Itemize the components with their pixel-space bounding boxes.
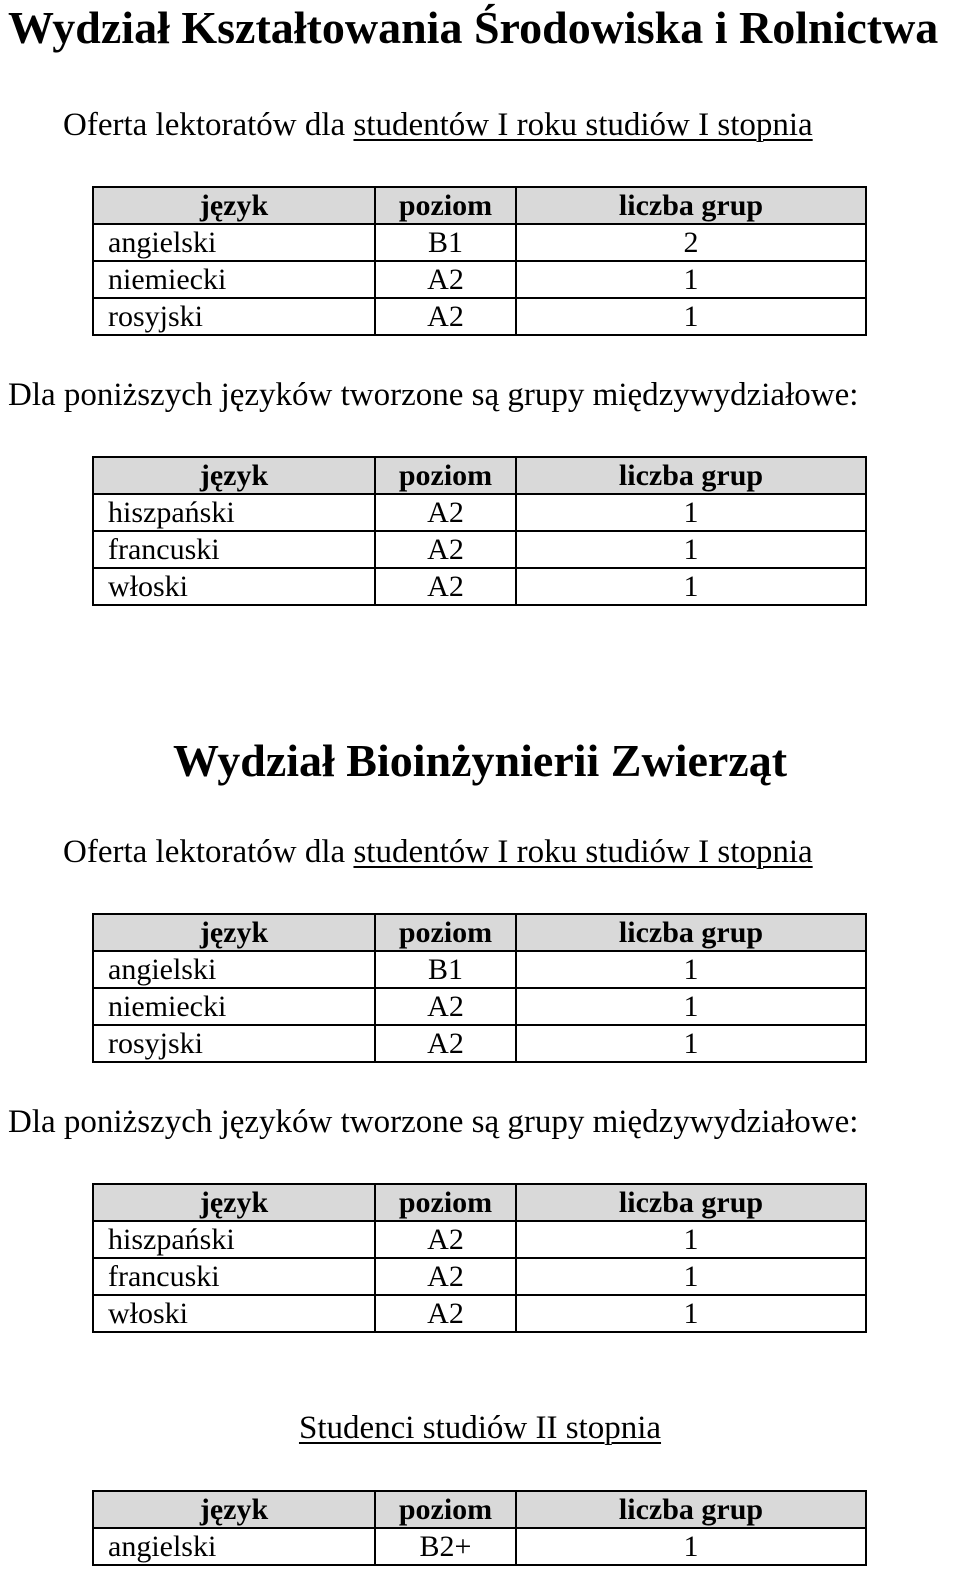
interfaculty-note: Dla poniższych języków tworzone są grupy międzywydziałowe: bbox=[8, 377, 859, 413]
offer-underlined: studentów I roku studiów I stopnia bbox=[353, 107, 813, 143]
second-degree-table bbox=[92, 1490, 867, 1566]
second-degree-heading bbox=[0, 1408, 960, 1448]
cell-language: francuski bbox=[93, 1258, 375, 1295]
cell-language: włoski bbox=[93, 568, 375, 605]
offer-underlined: studentów I roku studiów I stopnia bbox=[353, 834, 813, 870]
offer-line bbox=[63, 105, 813, 145]
cell-groups: 1 bbox=[516, 1295, 866, 1332]
table-row bbox=[93, 951, 866, 988]
cell-groups: 1 bbox=[516, 568, 866, 605]
table-row bbox=[93, 1295, 866, 1332]
cell-groups: 1 bbox=[516, 494, 866, 531]
cell-level: A2 bbox=[375, 1295, 516, 1332]
table-row bbox=[93, 568, 866, 605]
interfaculty-table bbox=[92, 456, 867, 606]
header-groups: liczba grup bbox=[516, 1184, 866, 1221]
header-level: poziom bbox=[375, 187, 516, 224]
language-table bbox=[92, 186, 867, 336]
table-row bbox=[93, 1528, 866, 1565]
table-row bbox=[93, 494, 866, 531]
header-level: poziom bbox=[375, 457, 516, 494]
cell-level: A2 bbox=[375, 568, 516, 605]
table-header-row bbox=[93, 1491, 866, 1528]
table-row bbox=[93, 1025, 866, 1062]
table-row bbox=[93, 261, 866, 298]
table-header-row bbox=[93, 187, 866, 224]
cell-level: B2+ bbox=[375, 1528, 516, 1565]
table-row bbox=[93, 1221, 866, 1258]
offer-line bbox=[63, 832, 813, 872]
cell-level: A2 bbox=[375, 1025, 516, 1062]
cell-groups: 1 bbox=[516, 988, 866, 1025]
header-language: język bbox=[93, 914, 375, 951]
offer-prefix: Oferta lektoratów dla bbox=[63, 834, 354, 870]
header-language: język bbox=[93, 457, 375, 494]
interfaculty-table bbox=[92, 1183, 867, 1333]
cell-groups: 1 bbox=[516, 1528, 866, 1565]
table-header-row bbox=[93, 1184, 866, 1221]
cell-level: A2 bbox=[375, 261, 516, 298]
cell-groups: 1 bbox=[516, 951, 866, 988]
table-row bbox=[93, 298, 866, 335]
cell-groups: 1 bbox=[516, 531, 866, 568]
interfaculty-note: Dla poniższych języków tworzone są grupy międzywydziałowe: bbox=[8, 1104, 859, 1140]
cell-language: angielski bbox=[93, 224, 375, 261]
cell-language: angielski bbox=[93, 951, 375, 988]
cell-level: B1 bbox=[375, 224, 516, 261]
second-degree-heading-text: Studenci studiów II stopnia bbox=[298, 1410, 662, 1446]
cell-language: angielski bbox=[93, 1528, 375, 1565]
table-row bbox=[93, 1258, 866, 1295]
cell-language: francuski bbox=[93, 531, 375, 568]
cell-groups: 1 bbox=[516, 1221, 866, 1258]
table-header-row bbox=[93, 914, 866, 951]
header-groups: liczba grup bbox=[516, 914, 866, 951]
cell-level: A2 bbox=[375, 988, 516, 1025]
cell-language: hiszpański bbox=[93, 1221, 375, 1258]
language-table bbox=[92, 913, 867, 1063]
table-row bbox=[93, 224, 866, 261]
header-level: poziom bbox=[375, 1491, 516, 1528]
header-language: język bbox=[93, 1491, 375, 1528]
cell-language: rosyjski bbox=[93, 1025, 375, 1062]
cell-language: rosyjski bbox=[93, 298, 375, 335]
offer-prefix: Oferta lektoratów dla bbox=[63, 107, 354, 143]
cell-level: A2 bbox=[375, 531, 516, 568]
cell-language: włoski bbox=[93, 1295, 375, 1332]
cell-level: A2 bbox=[375, 298, 516, 335]
cell-language: niemiecki bbox=[93, 261, 375, 298]
cell-level: A2 bbox=[375, 494, 516, 531]
table-header-row bbox=[93, 457, 866, 494]
cell-level: B1 bbox=[375, 951, 516, 988]
cell-groups: 1 bbox=[516, 1258, 866, 1295]
cell-level: A2 bbox=[375, 1258, 516, 1295]
table-row bbox=[93, 988, 866, 1025]
faculty-title: Wydział Bioinżynierii Zwierząt bbox=[172, 735, 788, 786]
cell-groups: 1 bbox=[516, 261, 866, 298]
header-language: język bbox=[93, 187, 375, 224]
cell-language: hiszpański bbox=[93, 494, 375, 531]
header-groups: liczba grup bbox=[516, 1491, 866, 1528]
header-groups: liczba grup bbox=[516, 457, 866, 494]
cell-groups: 2 bbox=[516, 224, 866, 261]
cell-groups: 1 bbox=[516, 1025, 866, 1062]
cell-groups: 1 bbox=[516, 298, 866, 335]
header-level: poziom bbox=[375, 1184, 516, 1221]
table-row bbox=[93, 531, 866, 568]
cell-level: A2 bbox=[375, 1221, 516, 1258]
cell-language: niemiecki bbox=[93, 988, 375, 1025]
header-groups: liczba grup bbox=[516, 187, 866, 224]
header-language: język bbox=[93, 1184, 375, 1221]
header-level: poziom bbox=[375, 914, 516, 951]
faculty-title: Wydział Kształtowania Środowiska i Rolnictwa bbox=[8, 2, 939, 53]
